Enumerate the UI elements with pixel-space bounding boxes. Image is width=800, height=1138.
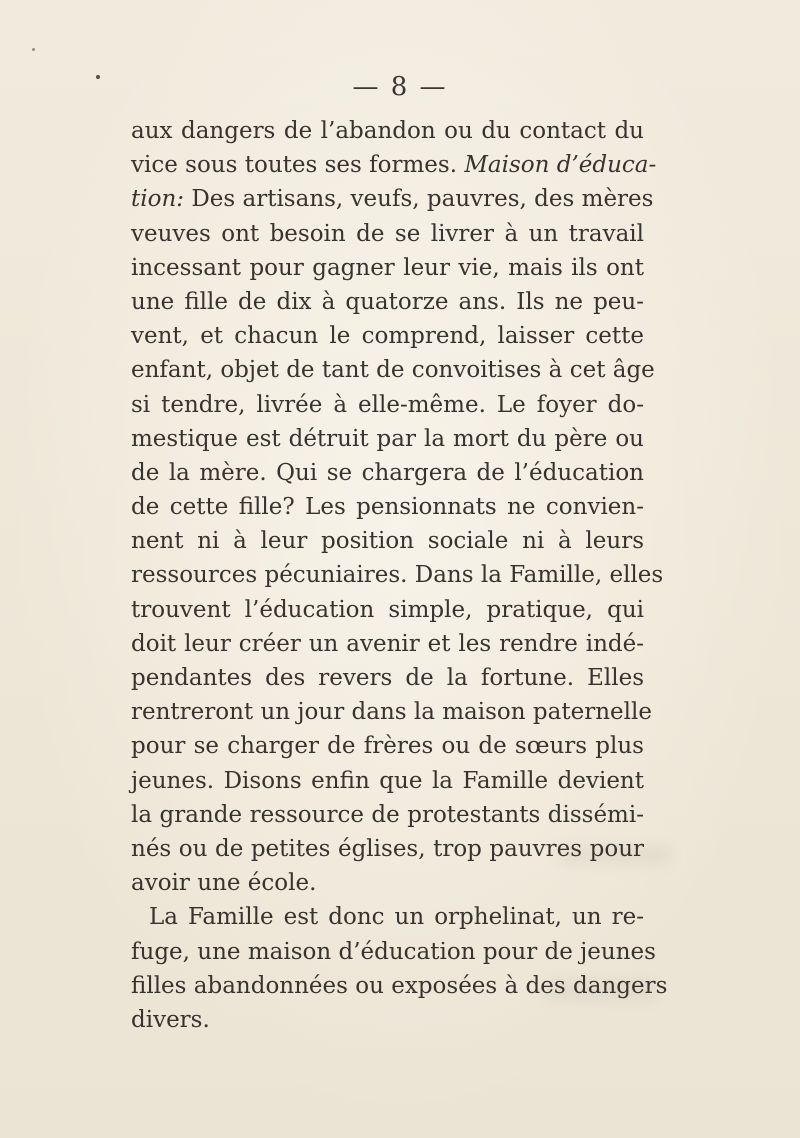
text-line: fuge, une maison d’éducation pour de jeunes — [131, 938, 656, 965]
text-line: nés ou de petites églises, trop pauvres pour — [131, 835, 644, 862]
text-line: aux dangers de l’abandon ou du contact du — [131, 118, 644, 144]
text-line: ressources pécuniaires. Dans la Famille, elles — [131, 562, 664, 589]
ink-speck — [32, 48, 35, 51]
text-line: enfant, objet de tant de convoitises à cet âge — [131, 357, 655, 384]
text-line: vent, et chacun le comprend, laisser cette — [131, 323, 644, 350]
text-line — [131, 148, 657, 182]
text-line: filles abandonnées ou exposées à des dangers — [131, 972, 668, 999]
text-line: veuves ont besoin de se livrer à un travail — [131, 220, 644, 247]
page-number: — 8 — — [352, 72, 448, 102]
italic-heading-run: tion: — [131, 186, 185, 213]
text-line: la grande ressource de protestants dissémi- — [131, 801, 644, 828]
paragraph — [131, 114, 664, 900]
text-line: nent ni à leur position sociale ni à leurs — [131, 528, 644, 555]
text-line: si tendre, livrée à elle-même. Le foyer do- — [131, 391, 644, 418]
text-line: pendantes des revers de la fortune. Elles — [131, 665, 644, 691]
text-line: mestique est détruit par la mort du père ou — [131, 425, 644, 452]
text-line — [131, 182, 654, 216]
text-line: rentreront un jour dans la maison paternelle — [131, 699, 652, 726]
text-line: avoir une école. — [131, 870, 317, 897]
text-run: vice sous toutes ses formes. — [131, 152, 465, 179]
text-line: une fille de dix à quatorze ans. Ils ne peu- — [131, 288, 644, 315]
text-line: trouvent l’éducation simple, pratique, qui — [131, 596, 644, 623]
text-line: de cette fille? Les pensionnats ne convien- — [131, 494, 644, 521]
text-line: doit leur créer un avenir et les rendre indé- — [131, 630, 644, 657]
text-line: incessant pour gagner leur vie, mais ils ont — [131, 254, 644, 281]
text-run: Des artisans, veufs, pauvres, des mères — [184, 186, 654, 213]
body-text — [131, 114, 668, 1037]
text-line: jeunes. Disons enfin que la Famille devient — [131, 767, 644, 794]
text-line: divers. — [131, 1006, 210, 1033]
text-line: La Famille est donc un orphelinat, un re- — [149, 904, 644, 931]
paragraph — [131, 900, 668, 1037]
text-line: de la mère. Qui se chargera de l’éducation — [131, 459, 644, 486]
text-line: pour se charger de frères ou de sœurs plus — [131, 733, 644, 760]
italic-heading-run: Maison d’éduca- — [464, 152, 657, 179]
